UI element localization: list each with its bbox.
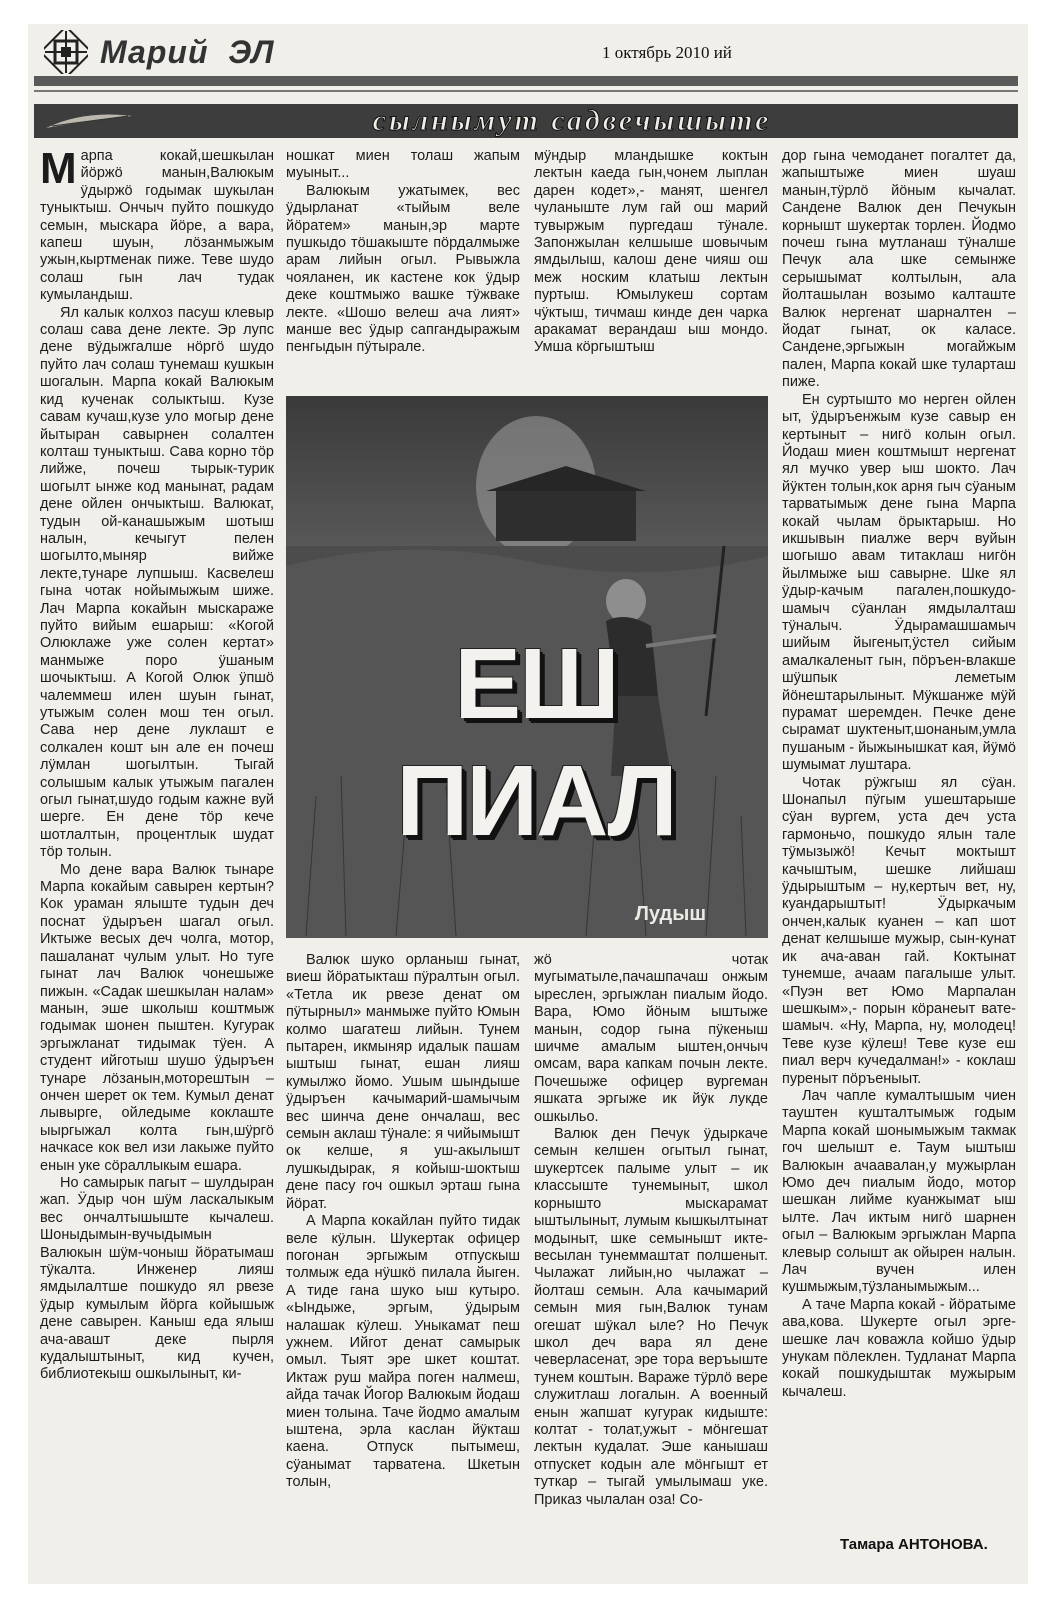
article-column-4 xyxy=(782,148,1016,1534)
article-column-2-bottom xyxy=(286,952,520,1562)
paragraph: А таче Марпа кокай - йӧратыме ава,кова. Шукерте огыл эрге-шешке лач коважла койшо ӱдыр унукам пӧлеклен. Тудланат Марпа кокай пошкудыштак мужырым кычалеш. xyxy=(782,1296,1016,1400)
paragraph-text: арпа кокай,шешкылан йӧржӧ манын,Валюкым ӱдыржӧ годымак шукылан туныктыш. Ончыч пуйто пошкудо семын, мыскара йӧре, а вара, капеш шуын, лӧзанмыжым ужын,кыртменак пиже. Теве шудо солаш гын лач тудак кумыландыш. xyxy=(40,148,274,304)
paragraph: дор гына чемоданет погалтет да, жапыштыже миен шуаш манын,тӱрлӧ йӧным кычалат. Сандене Валюк ден Печукын корнышт шукертак торлен. Йодмо почеш гына мутланаш тӱналше Печук ала шке семынже серышымат колтылын, ала йолташылан возымо калташте Валюк нергенат шарналтен – йодат гынат, ок каласе. Сандене,эргыжын могайжым пален, Марпа кокай шке туларташ пиже. xyxy=(782,148,1016,391)
masthead xyxy=(38,30,1018,74)
masthead-rule-thin xyxy=(34,90,1018,92)
masthead-rule xyxy=(34,76,1018,86)
feather-quill-icon xyxy=(44,108,134,134)
headline-line-2: ПИАЛ xyxy=(396,745,676,857)
article-column-2-top xyxy=(286,148,520,388)
paragraph: Валюкым ужатымек, вес ӱдырланат «тыйым веле йӧратем» манын,эр марте пушкыдо тӧшакыште пӧрдалмыже арам лийын огыл. Рывыжла чояланен, ик кастене кок ӱдыр деке коштмыжо вашке тӱжваке лекте. «Шошо велеш ача лият» манше вес ӱдыр сапгандыражым пенгыдын пӱтырале. xyxy=(286,182,520,356)
newspaper-title: Марий ЭЛ xyxy=(100,34,275,70)
headline-line-1: ЕШ xyxy=(454,628,618,740)
section-banner xyxy=(34,104,1018,138)
article-photo xyxy=(286,396,768,938)
paragraph: Мо дене вара Валюк тынаре Марпа кокайым савырен кертын? Кок ураман ялыште тудын деч поснат ӱдыръен шагал огыл. Иктыже весых деч чолга, мотор, пашаланат чулым улыт. Но туге гынат лач Валюк чонешыже пижын. «Садак шешкылан налам» манын, эше школыш коштмыж годымак шонен пыштен. Кугурак эргыжланат тидымак тӱен. А студент ийготыш шушо ӱдыръен тунаре лӧзанын,моторештын – ончен шерет ок тем. Кумыл денат лывырге, ойледыме коклаште ыыргыжал колта гын,шӱргӧ начкасе кок вел изи лакыже пуйто енын уке сӧраллыкым ешара. xyxy=(40,861,274,1174)
paragraph: Валюк шуко орланыш гынат, виеш йӧратыкташ пӱралтын огыл. «Тетла ик рвезе денат ом пӱтырныл» манмыже пуйто Юмын колмо шагатеш лийын. Тунем пытарен, икмыняр идалык пашам ыштыш гынат, ешан лияш кумылжо йомо. Ушым шындыше ӱдыръен качымарий-шамычым вес шинча дене ончалаш, вес семын аклаш тӱнале: я чийымышт ок келше, я уш-акылышт лушкыдырак, я койыш-шоктыш дене пасу гоч ошкыл эрташ гына йӧрат. xyxy=(286,952,520,1212)
paragraph: А Марпа кокайлан пуйто тидак веле кӱлын. Шукертак офицер погонан эргыжым отпускыш толмыж еда нӱшкӧ пилала йыген. А тиде гана шуко ыш кутыро. «Ындыже, эргым, ӱдырым налашак кӱлеш. Уныкамат пеш ужнем. Ийгот денат самырык омыл. Тыят эре шкет коштат. Иктаж руш майра поген налмеш, айда тачак Йогор Валюкым йодаш миен толына. Таче йодмо амалым ыштена, эрла каслан йӱкташ каена. Отпуск пытымеш, сӱанымат тарватена. Шкетын толын, xyxy=(286,1213,520,1491)
paragraph: Валюк ден Печук ӱдыркаче семын келшен огытыл гынат, шукертсек палыме улыт – ик классыште тунемыныт, школ корнышто мыскарамат ыштылыныт, лумым кышкылтынат модыныт, шке семынышт икте-весылан тунеммаштат полшеныт. Чылажат лийын,но чылажат – йолташ семын. Ала качымарий семын мия гын,Валюк тунам огешат шӱкал ыле? Но Печук школ деч вара ял дене чеверласенат, эре тора веръыште тунем коштын. Вараже тӱрлӧ вере служитлаш логалын. А военный енын жапшат кугурак кидыште: колтат - толат,ужыт - мӧнгешат лектын кудалат. Эше канышаш отпускет кодын але мӧнгышт ет туткар – тыгай умылымаш уке. Приказ чылалан оза! Со- xyxy=(534,1126,768,1508)
paragraph: жӧ чотак мугыматыле,пачашпачаш онжым ыреслен, эргыжлан пиалым йодо. Вара, Юмо йӧным ыштыже манын, содор гына пӱкеныш шичме амалым ыштен,ончыч омсам, вара капкам почын лекте. Почешыже офицер вургеман яшката эргыже ик йӱк лукде ошкыльо. xyxy=(534,952,768,1125)
article-column-1 xyxy=(40,144,274,1568)
mari-ornament-logo-icon xyxy=(44,30,88,74)
article-column-3-bottom xyxy=(534,952,768,1562)
author-signature: Тамара АНТОНОВА. xyxy=(840,1536,988,1553)
first-paragraph xyxy=(40,144,274,305)
paragraph: Лач чапле кумалтышым чиен тауштен кушталтымыж годым Марпа кокай шонымыжым такмак гоч шелышт е. Таум ыштыш Валюкын ачаавалан,у мужырлан Юмо деч пиалым йодо, мотор шешкан лийме куанжымат ыш ылте. Лач иктым нигӧ шарнен огыл – Валюкым эргыжлан Марпа клевыр солышт ак ойырен налын. Лач вучен илен кушмыжым,тӱзланымыжым... xyxy=(782,1087,1016,1296)
paragraph: Но самырык пагыт – шулдыран жап. Ӱдыр чон шӱм ласкалыкым вес ончалтышыште кычалеш. Шоныдымын-вучыдымын Валюкын шӱм-чоныш йӧратымаш тӱкалта. Инженер лияш ямдылалтше пошкудо ял рвезе ӱдыр кумылым йӧрга койышыж дене савырен. Каныш еда ялыш ача-авашт деке пырля кудалыштыныт, кид кучен, библиотекыш ошкылыныт, ки- xyxy=(40,1174,274,1383)
paragraph: мӱндыр мландышке коктын лектын каеда гын,чонем лыплан дарен кодет»,- манят, шенгел чуланыште лум гай ош марий тувыржым пургедаш тӱнале. Запонжылан келшыше шовычым ямдылыш, калош дене чияш ош меж носким клатыш лектын пуртыш. Юмылукеш сортам чӱктыш, тичмаш кинде ден чарка аракамат верандаш ыш мондо. Умша кӧргыштыш xyxy=(534,148,768,356)
paragraph: Ен суртышто мо нерген ойлен ыт, ӱдыръенжым кузе савыр ен кертыныт – нигӧ колын огыл. Йодаш миен коштмышт нергенат ял мучко увер ыш шокто. Лач йӱктен толын,кок арня гыч сӱаным тарватымыж дене гына Марпа кокай чылам ӧрыктарыш. Но икшывын пиалже верч вуйын шогышо авам титаклаш нигӧн йылмыже ыш савырне. Шке ял ӱдыр-качым пагален,пошкудо-шамыч сӱанлан ямдылалташ тӱналыч. Ӱдырамашшамыч шийым йыгеныт,ӱстел сийым амалкаленыт гын, пӧръен-влакше шӱшпык леметым йӧнештарылыныт. Мӱкшанже мӱй пурамат шеремден. Печке дене сырамат шуктеныт,шонаным,умла пушаным - йыжынышкат кая, йӱмӧ шумымат луштара. xyxy=(782,391,1016,774)
issue-date: 1 октябрь 2010 ий xyxy=(602,43,732,62)
newspaper-page xyxy=(28,24,1028,1584)
drop-cap: М xyxy=(40,144,77,193)
article-column-3-top xyxy=(534,148,768,388)
paragraph: Ял калык колхоз пасуш клевыр солаш сава дене лекте. Эр лупс дене вӱдыжгалше нӧргӧ шудо пуйто лач солаш тунемаш кушкын шогалын. Марпа кокай Валюкым кид кученак солыктыш. Кузе савам кучаш,кузе уло могыр дене йытыран савырнен солалтен колташ туныктыш. Сава корно тӧр лийже, почеш тырык-турик шогылт ынже код манынат, радам дене ойлен ончыктыш. Валюкат, тудын ой-канашыжым шотыш налын, кечыгут пелен шогылто,мыняр вийже лекте,тунаре лупшыш. Касвелеш гына чотак нойымыжым шиже. Лач Марпа кокайын мыскараже пуйто вийым ешарыш: «Когой Олюклаже уже солен кертат» манмыже поро ӱшаным шочыктыш. А Когой Олюк ӱпшӧ чалеммеш илен шуын гынат, утыжым солен мош тен огыл. Сава нер дене луклашт е солкален кошт ын але ен почеш лӱмлан шогылтын. Тыгай солышым калык утыжым пагален огыл гынат,шудо годым кажне вуй шерге. Ен дене тӧр кече шотлалтын, процентлык шудат тӧр толын. xyxy=(40,304,274,861)
paragraph: Чотак рӱжгыш ял сӱан. Шонапыл пӱгым ушештарыше сӱан вургем, уста деч уста гармоньчо, пошкудо ялын тале тӱмызыжӧ! Кечыт моктышт качыштым, шешке лийшаш ӱдырыштым – ну,кертыч вет, ну, куандарыштыт! Ӱдыркачым ончен,калык куанен – кап шот денат келшыше мужыр, сын-кунат ик ача-аван гай. Коктынат тунемше, ачаам пагалыше улыт. «Пуэн вет Юмо Марпалан шешкым»,- порын кӧранеыт вате-шамыч. «Ну, Марпа, ну, молодец! Теве кузе кӱлеш! Теве кузе еш пиал верч кучедалман!» - коклаш пуреныт пӧръеныыт. xyxy=(782,774,1016,1087)
photo-credit: Лудыш xyxy=(634,903,706,925)
paragraph: ношкат миен толаш жапым муыныт... xyxy=(286,148,520,182)
section-title: сылнымут садвечышыте xyxy=(372,104,772,137)
